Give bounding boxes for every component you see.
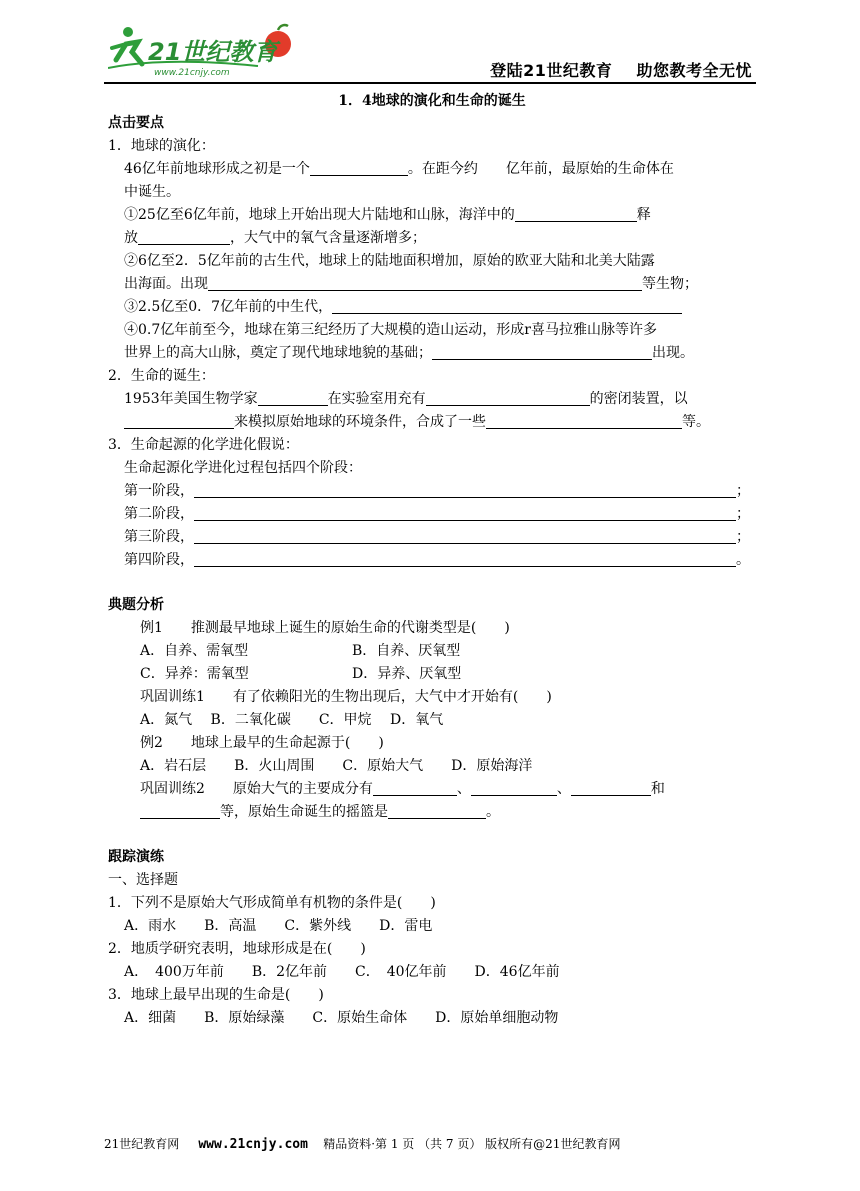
footer-site-url[interactable]: www.21cnjy.com — [198, 1137, 308, 1152]
item-1-title: 1．地球的演化： — [108, 138, 215, 154]
blank-line[interactable] — [194, 527, 736, 544]
section-heading-practice: 跟踪演练 — [108, 849, 164, 865]
stage-line: 第四阶段， 。 — [124, 552, 750, 568]
stage-line: 第一阶段， ； — [124, 483, 750, 499]
text-line: ③2.5亿至0．7亿年前的中生代， — [108, 296, 756, 319]
training-1-options: A．氮气 B．二氧化碳 C．甲烷 D．氧气 — [140, 712, 444, 728]
question-3: 3．地球上最早出现的生命是( ) — [108, 987, 324, 1003]
blank-line[interactable] — [124, 412, 234, 429]
question-1-options: A．雨水 B．高温 C．紫外线 D．雷电 — [124, 918, 433, 934]
blank-line[interactable] — [258, 389, 328, 406]
practice-subheading: 一、选择题 — [108, 872, 178, 888]
blank-line[interactable] — [208, 274, 642, 291]
blank-line[interactable] — [471, 779, 557, 796]
example-1: 例1 推测最早地球上诞生的原始生命的代谢类型是( ) — [140, 620, 510, 636]
text-line: ②6亿至2．5亿年前的古生代，地球上的陆地面积增加，原始的欧亚大陆和北美大陆露 — [124, 253, 655, 269]
text-line: ①25亿至6亿年前，地球上开始出现大片陆地和山脉，海洋中的 释 — [124, 207, 651, 223]
page-footer — [104, 1135, 756, 1154]
header-slogan: 登陆21世纪教育 助您教考全无忧 — [490, 61, 752, 80]
blank-line[interactable] — [388, 802, 486, 819]
example-1-options-row2: C．异养：需氧型 D．异养、厌氧型 — [140, 666, 462, 682]
text-line: 世界上的高大山脉，奠定了现代地球地貌的基础； 出现。 — [124, 345, 694, 361]
blank-line[interactable] — [432, 343, 652, 360]
text-line: 出海面。出现 等生物； — [124, 276, 698, 292]
section-heading-analysis: 典题分析 — [108, 597, 164, 613]
blank-line[interactable] — [140, 802, 220, 819]
footer-page-info: 精品资料·第 1 页 （共 7 页） 版权所有@21世纪教育网 — [323, 1137, 621, 1151]
site-logo — [108, 20, 308, 80]
stage-line: 第二阶段， ； — [124, 506, 750, 522]
question-1: 1．下列不是原始大气形成简单有机物的条件是( ) — [108, 895, 436, 911]
section-heading-key-points: 点击要点 — [108, 115, 164, 131]
text-line: 46亿年前地球形成之初是一个 。在距今约 亿年前，最原始的生命体在 — [124, 161, 674, 177]
example-1-options-row1: A．自养、需氧型 B．自养、厌氧型 — [140, 643, 461, 659]
text-line: 1953年美国生物学家 在实验室用充有 的密闭装置，以 — [124, 391, 688, 407]
blank-line[interactable] — [310, 159, 408, 176]
training-2: 巩固训练2 原始大气的主要成分有 、 、 和 — [140, 781, 665, 797]
text-line: ④0.7亿年前至今，地球在第三纪经历了大规模的造山运动，形成r喜马拉雅山脉等许多 — [124, 322, 657, 338]
blank-line[interactable] — [194, 504, 736, 521]
blank-line[interactable] — [194, 481, 736, 498]
training-2-cont: 等，原始生命诞生的摇篮是 。 — [108, 801, 756, 824]
text-line: 中诞生。 — [124, 184, 180, 200]
page-title: 1．4地球的演化和生命的诞生 — [338, 93, 526, 109]
document-body — [108, 90, 756, 1030]
blank-line[interactable] — [426, 389, 590, 406]
text-line: 生命起源化学进化过程包括四个阶段： — [124, 460, 362, 476]
item-2-title: 2．生命的诞生： — [108, 368, 215, 384]
footer-site-name: 21世纪教育网 — [104, 1137, 180, 1151]
question-2-options: A． 400万年前 B．2亿年前 C． 40亿年前 D．46亿年前 — [124, 964, 560, 980]
logo-text: 21世纪教育 — [148, 38, 278, 66]
example-2-options: A．岩石层 B．火山周围 C．原始大气 D．原始海洋 — [140, 758, 533, 774]
question-3-options: A．细菌 B．原始绿藻 C．原始生命体 D．原始单细胞动物 — [124, 1010, 559, 1026]
blank-line[interactable] — [332, 297, 682, 314]
logo-url: www.21cnjy.com — [154, 68, 230, 78]
blank-line[interactable] — [515, 205, 637, 222]
question-2: 2．地质学研究表明，地球形成是在( ) — [108, 941, 366, 957]
blank-line[interactable] — [138, 228, 230, 245]
stage-line: 第三阶段， ； — [124, 529, 750, 545]
item-3-title: 3．生命起源的化学进化假说： — [108, 437, 299, 453]
header-rule — [104, 82, 756, 84]
blank-line[interactable] — [194, 550, 736, 567]
blank-line[interactable] — [373, 779, 457, 796]
blank-line[interactable] — [571, 779, 651, 796]
training-1: 巩固训练1 有了依赖阳光的生物出现后，大气中才开始有( ) — [140, 689, 552, 705]
blank-line[interactable] — [486, 412, 682, 429]
text-line: 来模拟原始地球的环境条件，合成了一些 等。 — [108, 411, 756, 434]
example-2: 例2 地球上最早的生命起源于( ) — [140, 735, 384, 751]
text-line: 放 ，大气中的氧气含量逐渐增多； — [124, 230, 426, 246]
